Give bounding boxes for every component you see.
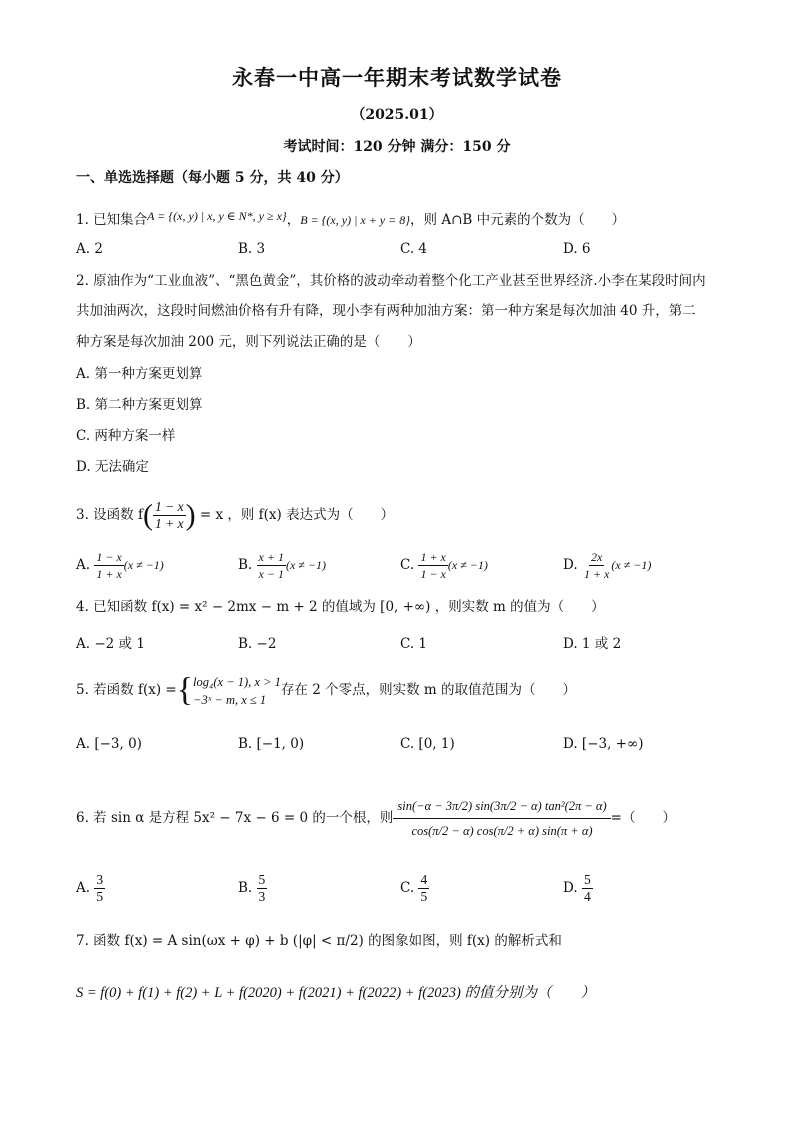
q6-option-c: C. $\frac{4}{5}$ (400, 872, 428, 904)
exam-info: 考试时间：120 分钟 满分：150 分 (283, 139, 511, 155)
q1-option-a: A. 2 (76, 241, 103, 257)
q6-fraction: $\frac{\text{sin(−α − 3π/2) sin(3π/2 − α) tan²(2π − α)}}{\cos(\pi/2 - \alpha) \cos(\pi/2 + \alpha) \sin(\pi + \alpha)}$ (393, 798, 610, 839)
q3-prefix: 3. 设函数 f (76, 507, 143, 523)
q2-option-c: C. 两种方案一样 (76, 428, 176, 444)
q3-option-c: C. $\frac{1 + x}{1 - x}$ (x ≠ −1) (400, 550, 488, 581)
q1-option-d: D. 6 (563, 241, 591, 257)
q2-line-2: 共加油两次，这段时间燃油价格有升有降，现小李有两种加油方案：第一种方案是每次加油 40 升，第二 (76, 303, 696, 319)
exam-title: 永春一中高一年期末考试数学试卷 (232, 65, 562, 90)
q7-line-2: S = f(0) + f(1) + f(2) + L + f(2020) + f(2021) + f(2022) + f(2023) 的值分别为（ ） (76, 985, 596, 1001)
exam-date: （2025.01） (351, 107, 443, 123)
question-4: 4. 已知函数 f(x) = x² − 2mx − m + 2 的值域为 [0, +∞) ，则实数 m 的值为（ ） (76, 599, 605, 615)
question-3: 3. 设函数 f( $\frac{1 - x}{1 + x}$ ) = x ，则 f(x) 表达式为（ ） (76, 498, 395, 532)
q2-line-3: 种方案是每次加油 200 元，则下列说法正确的是（ ） (76, 334, 421, 350)
q1-option-c: C. 4 (400, 241, 428, 257)
q5-suffix: 存在 2 个零点，则实数 m 的取值范围为（ ） (280, 682, 576, 698)
q4-option-c: C. 1 (400, 636, 428, 652)
q2-option-a: A. 第一种方案更划算 (76, 366, 203, 382)
q5-option-d: D. [−3, +∞) (563, 736, 644, 752)
q5-option-a: A. [−3, 0) (76, 736, 142, 752)
q3-option-b: B. $\frac{x + 1}{x - 1}$ (x ≠ −1) (238, 550, 326, 581)
q7-line-1: 7. 函数 f(x) = A sin(ωx + φ) + b (|φ| < π/2) 的图象如图，则 f(x) 的解析式和 (76, 933, 562, 949)
q6-suffix: =（ ） (610, 810, 676, 826)
question-1 (76, 207, 625, 229)
q6-option-a: A. $\frac{3}{5}$ (76, 872, 104, 904)
q1-option-b: B. 3 (238, 241, 266, 257)
q6-option-d: D. $\frac{5}{4}$ (563, 872, 591, 904)
q3-suffix: = x ，则 f(x) 表达式为（ ） (199, 507, 395, 523)
q1-set-a: A = {(x, y) | x, y ∈ N*, y ≥ x} (147, 209, 287, 223)
q6-option-b: B. $\frac{5}{3}$ (238, 872, 266, 904)
q1-suffix: ，则 A∩B 中元素的个数为（ ） (410, 212, 626, 228)
q6-prefix: 6. 若 sin α 是方程 5x² − 7x − 6 = 0 的一个根，则 (76, 810, 394, 826)
q1-sep: ， (286, 212, 301, 228)
q1-prefix: 1. 已知集合 (76, 212, 148, 228)
question-5: 5. 若函数 f(x) ={ log₄(x − 1), x > 1 −3ˣ − m, x ≤ 1 存在 2 个零点，则实数 m 的取值范围为（ ） (76, 671, 576, 709)
q4-option-d: D. 1 或 2 (563, 636, 622, 652)
q5-option-c: C. [0, 1) (400, 736, 455, 752)
q3-option-a: A. $\frac{1 - x}{1 + x}$ (x ≠ −1) (76, 550, 164, 581)
section-heading: 一、单选选择题（每小题 5 分，共 40 分） (76, 170, 349, 186)
q5-cases: log₄(x − 1), x > 1 −3ˣ − m, x ≤ 1 (193, 674, 281, 707)
q2-line-1: 2. 原油作为“工业血液”、“黑色黄金”，其价格的波动牵动着整个化工产业甚至世界经济.小李在某段时间内 (76, 273, 706, 289)
q5-option-b: B. [−1, 0) (238, 736, 305, 752)
q3-fraction: $\frac{1 - x}{1 + x}$ (154, 499, 184, 531)
q5-prefix: 5. 若函数 f(x) = (76, 682, 177, 698)
question-6 (76, 798, 676, 839)
q3-option-d: D. $\frac{2x}{1 + x}$ (x ≠ −1) (563, 550, 652, 581)
q2-option-d: D. 无法确定 (76, 459, 149, 475)
q4-option-a: A. −2 或 1 (76, 636, 145, 652)
q2-option-b: B. 第二种方案更划算 (76, 397, 203, 413)
q4-option-b: B. −2 (238, 636, 277, 652)
q1-set-b: B = {(x, y) | x + y = 8} (300, 213, 411, 227)
